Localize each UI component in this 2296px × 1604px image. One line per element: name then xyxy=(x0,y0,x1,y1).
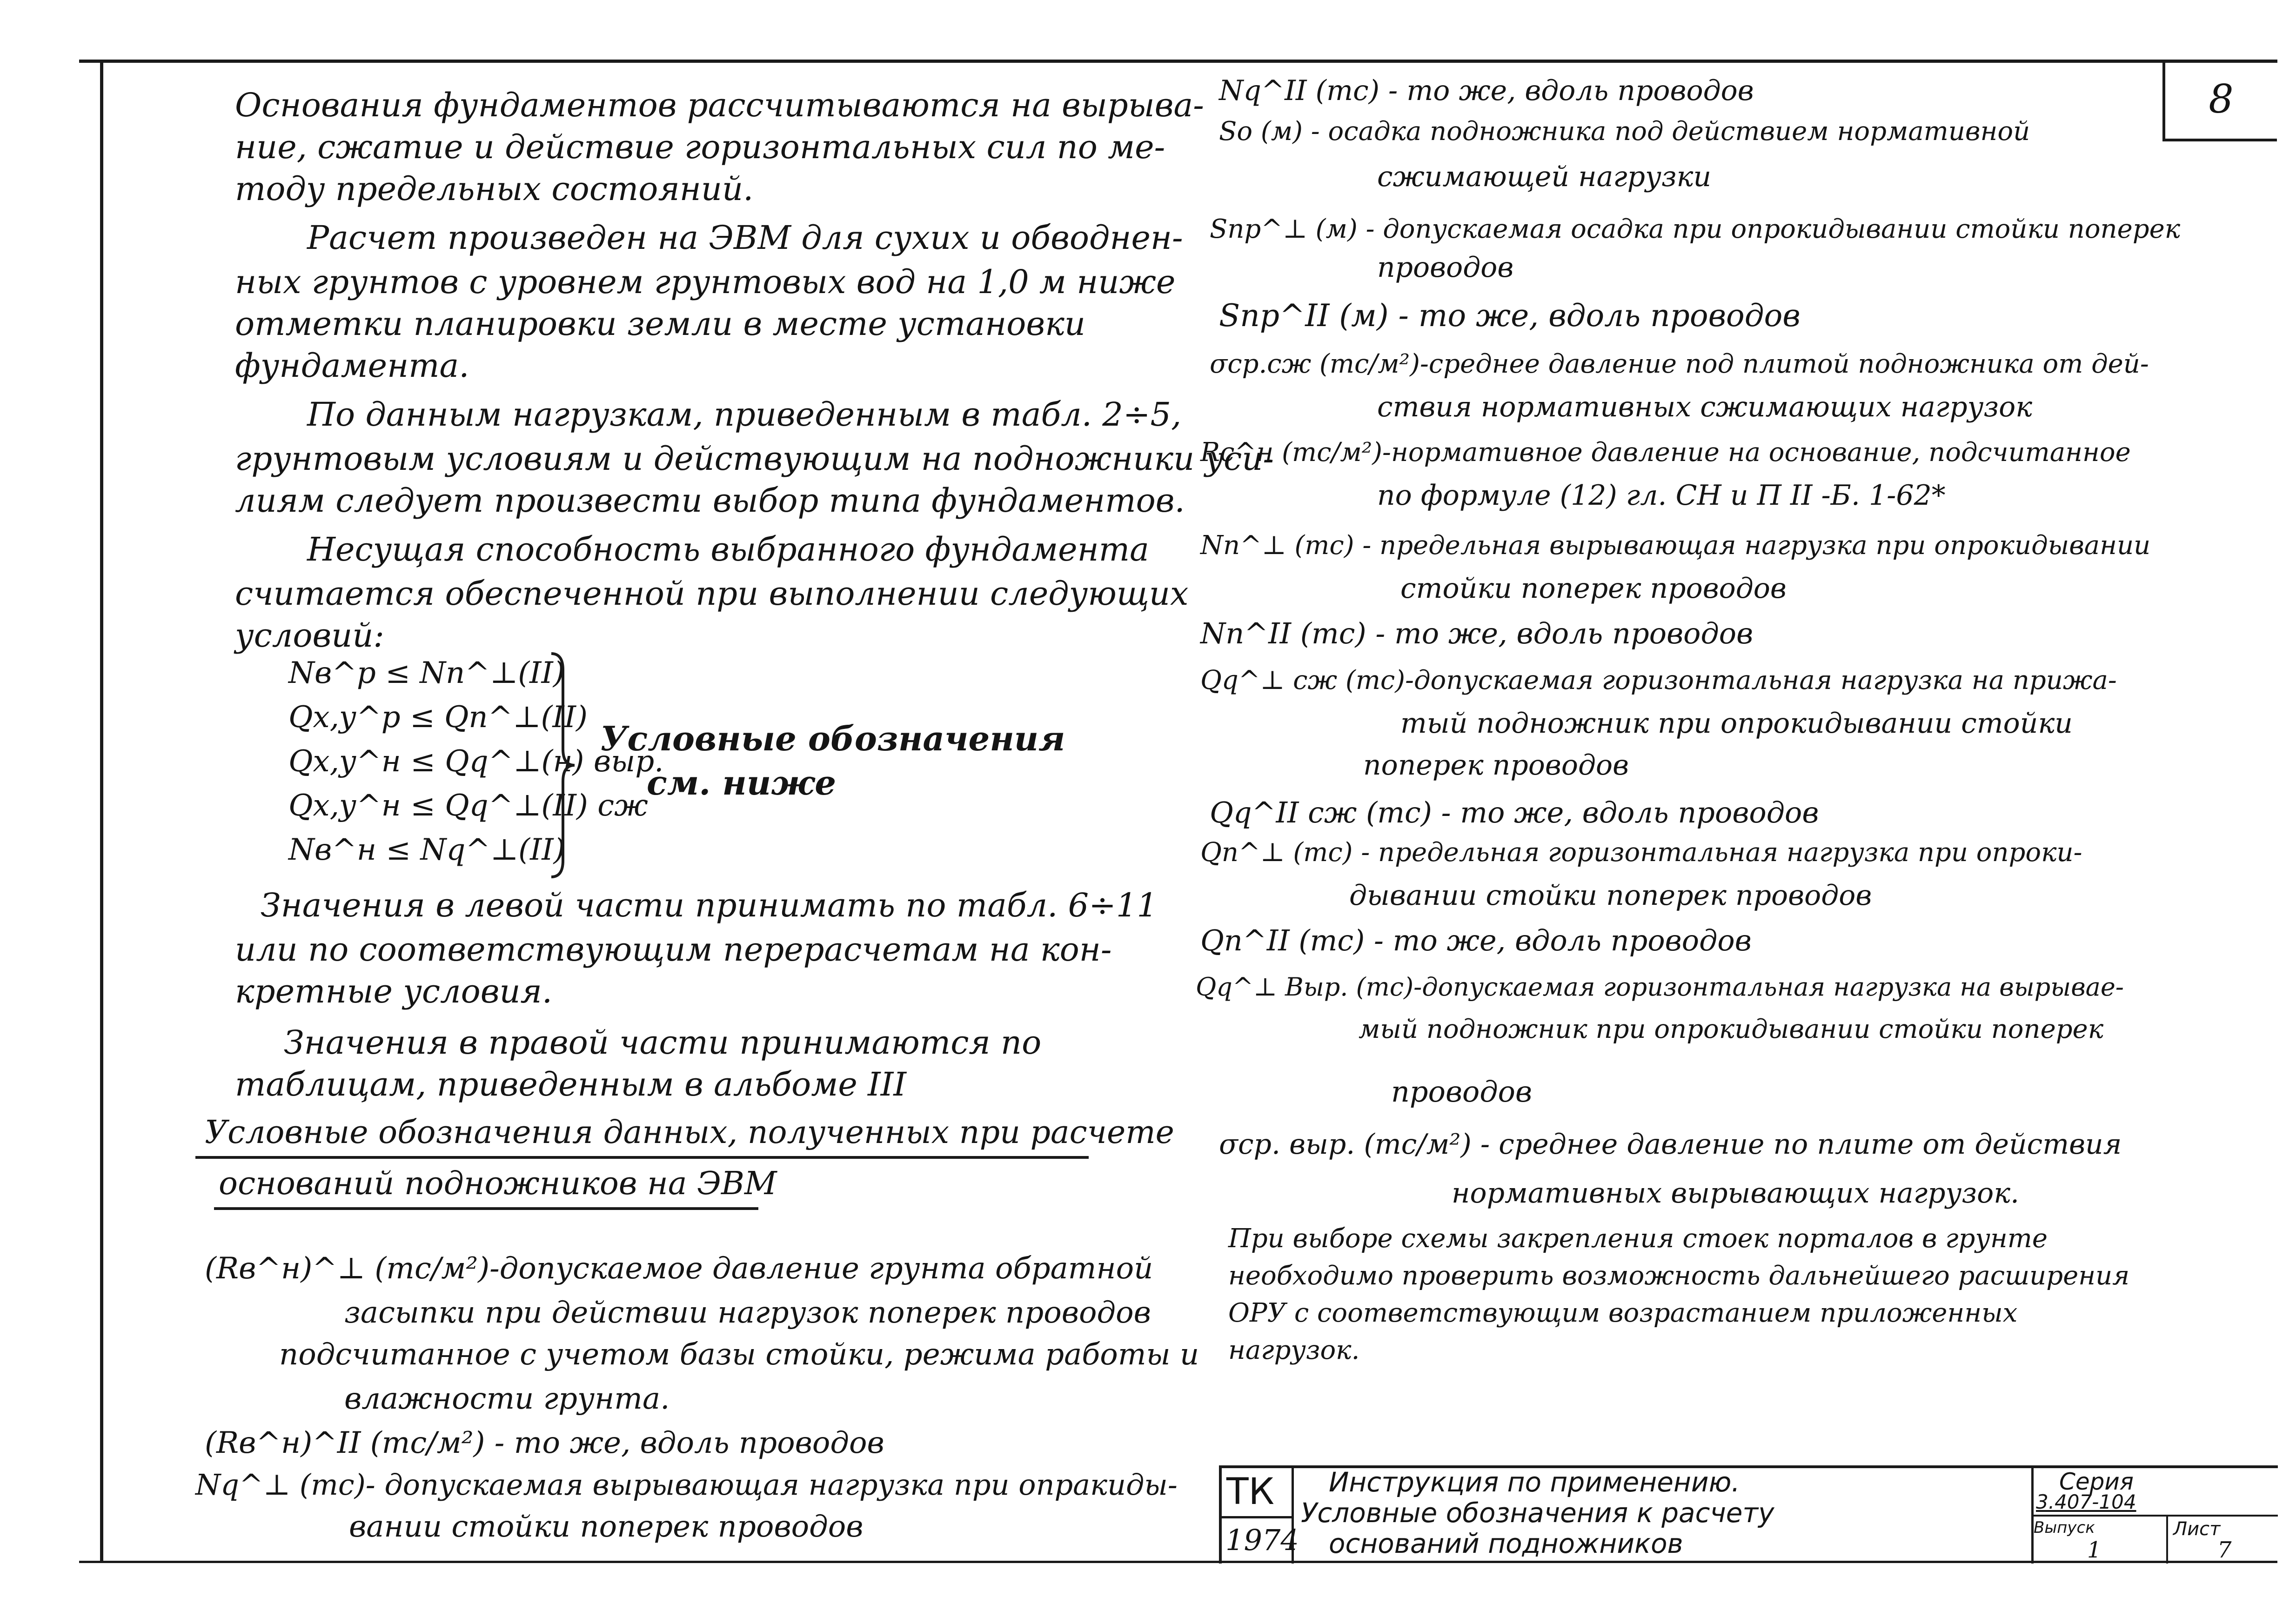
definition-line: поперек проводов xyxy=(1363,749,1629,782)
definition-line: сжимающей нагрузки xyxy=(1377,160,1712,193)
sheet-label: Лист xyxy=(2173,1518,2221,1540)
definition-line: нормативных вырывающих нагрузок. xyxy=(1452,1177,2020,1210)
condition-formula: Qх,у^н ≤ Qq^⊥(II) сж xyxy=(288,789,648,823)
section-heading: Условные обозначения данных, полученных при расчете xyxy=(205,1114,1174,1151)
para3-line: По данным нагрузкам, приведенным в табл. 2÷5, xyxy=(307,395,1182,434)
definition-line: (Rв^н)^II (тс/м²) - то же, вдоль проводов xyxy=(205,1426,884,1460)
document-title: Условные обозначения к расчету xyxy=(1301,1497,1774,1529)
condition-formula: Nв^р ≤ Nп^⊥(II) xyxy=(288,656,565,690)
para3-line: лиям следует произвести выбор типа фундаментов. xyxy=(235,481,1185,520)
definition-line: Qп^⊥ (тс) - предельная горизонтальная нагрузка при опроки- xyxy=(1200,837,2082,868)
definition-line: Nq^⊥ (тс)- допускаемая вырывающая нагрузка при опракиды- xyxy=(195,1468,1178,1502)
sheet-value: 7 xyxy=(2217,1537,2232,1563)
para1-line: Основания фундаментов рассчитываются на вырыва- xyxy=(235,86,1204,124)
para5-line: Значения в левой части принимать по табл. 6÷11 xyxy=(261,886,1158,924)
document-title: оснований подножников xyxy=(1329,1528,1683,1559)
conditions-note: Условные обозначения xyxy=(600,719,1065,758)
definition-line: Qq^⊥ сж (тс)-допускаемая горизонтальная нагрузка на прижа- xyxy=(1200,665,2117,695)
definition-line: Nп^⊥ (тс) - предельная вырывающая нагрузка при опрокидывании xyxy=(1200,530,2151,561)
definition-line: Rс^н (тс/м²)-нормативное давление на основание, подсчитанное xyxy=(1200,437,2131,468)
definition-line: Sпр^⊥ (м) - допускаемая осадка при опрокидывании стойки поперек xyxy=(1210,214,2181,244)
para1-line: тоду предельных состояний. xyxy=(235,170,754,208)
definition-line: проводов xyxy=(1377,251,1514,284)
para5-line: кретные условия. xyxy=(235,972,553,1010)
definition-line: ствия нормативных сжимающих нагрузок xyxy=(1377,391,2033,423)
para2-line: Расчет произведен на ЭВМ для сухих и обводнен- xyxy=(307,219,1183,257)
para4-line: Несущая способность выбранного фундамента xyxy=(307,530,1149,568)
definition-line: Qq^II сж (тс) - то же, вдоль проводов xyxy=(1210,795,1819,829)
frame-left-line xyxy=(100,60,103,1562)
definition-line: (Rв^н)^⊥ (тс/м²)-допускаемое давление грунта обратной xyxy=(205,1251,1153,1286)
para4-line: считается обеспеченной при выполнении следующих xyxy=(235,575,1189,613)
issue-label: Выпуск xyxy=(2034,1518,2095,1537)
final-para-line: нагрузок. xyxy=(1228,1335,1360,1365)
definition-line: Qq^⊥ Выр. (тс)-допускаемая горизонтальная нагрузка на вырывае- xyxy=(1196,972,2124,1002)
para2-line: фундамента. xyxy=(235,347,469,385)
heading-underline xyxy=(214,1207,758,1210)
definition-line: Qп^II (тс) - то же, вдоль проводов xyxy=(1200,923,1752,957)
definition-line: So (м) - осадка подножника под действием нормативной xyxy=(1219,116,2030,147)
heading-underline xyxy=(195,1156,1089,1159)
definition-line: дывании стойки поперек проводов xyxy=(1349,879,1872,912)
section-heading: оснований подножников на ЭВМ xyxy=(219,1165,777,1202)
definition-line: Nq^II (тс) - то же, вдоль проводов xyxy=(1219,74,1754,107)
sheet-number: 8 xyxy=(2162,60,2277,141)
definition-line: вании стойки поперек проводов xyxy=(349,1510,864,1544)
para5-line: или по соответствующим перерасчетам на кон- xyxy=(235,930,1112,969)
definition-line: тый подножник при опрокидывании стойки xyxy=(1400,707,2073,740)
definition-line: подсчитанное с учетом базы стойки, режима работы и xyxy=(279,1337,1199,1372)
definition-line: σср. выр. (тс/м²) - среднее давление по плите от действия xyxy=(1219,1128,2122,1161)
para6-line: таблицам, приведенным в альбоме III xyxy=(235,1065,906,1103)
definition-line: влажности грунта. xyxy=(344,1382,670,1416)
conditions-note: см. ниже xyxy=(647,763,837,802)
condition-formula: Qх,у^н ≤ Qq^⊥(н) выр. xyxy=(288,744,664,779)
issue-value: 1 xyxy=(2087,1537,2102,1563)
para3-line: грунтовым условиям и действующим на подножники уси- xyxy=(235,440,1274,478)
definition-line: Sпр^II (м) - то же, вдоль проводов xyxy=(1219,298,1801,334)
title-block xyxy=(1219,1465,2278,1564)
para1-line: ние, сжатие и действие горизонтальных сил по ме- xyxy=(235,128,1165,166)
para2-line: отметки планировки земли в месте установки xyxy=(235,305,1085,343)
para6-line: Значения в правой части принимаются по xyxy=(284,1023,1042,1062)
final-para-line: необходимо проверить возможность дальнейшего расширения xyxy=(1228,1261,2130,1291)
definition-line: по формуле (12) гл. СН и П II -Б. 1-62* xyxy=(1377,479,1946,512)
definition-line: стойки поперек проводов xyxy=(1400,572,1787,605)
condition-formula: Qх,у^р ≤ Qп^⊥(II) xyxy=(288,700,588,735)
condition-formula: Nв^н ≤ Nq^⊥(II) xyxy=(288,833,565,867)
definition-line: мый подножник при опрокидывании стойки поперек xyxy=(1359,1014,2104,1044)
final-para-line: ОРУ с соответствующим возрастанием приложенных xyxy=(1228,1298,2018,1328)
para2-line: ных грунтов с уровнем грунтовых вод на 1,0 м ниже xyxy=(235,263,1176,301)
frame-top-line xyxy=(79,60,2277,63)
definition-line: σср.сж (тс/м²)-среднее давление под плитой подножника от дей- xyxy=(1210,349,2149,379)
year: 1974 xyxy=(1225,1523,1299,1557)
final-para-line: При выборе схемы закрепления стоек порталов в грунте xyxy=(1228,1223,2048,1254)
definition-line: засыпки при действии нагрузок поперек проводов xyxy=(344,1296,1151,1330)
definition-line: проводов xyxy=(1391,1075,1533,1109)
para4-line: условий: xyxy=(235,616,385,655)
document-title: Инструкция по применению. xyxy=(1329,1466,1740,1498)
series-label: Серия xyxy=(2059,1468,2134,1495)
org-code: ТК xyxy=(1226,1471,1275,1513)
series-value: 3.407-104 xyxy=(2036,1490,2136,1513)
curly-brace xyxy=(549,651,577,879)
definition-line: Nп^II (тс) - то же, вдоль проводов xyxy=(1200,616,1754,650)
